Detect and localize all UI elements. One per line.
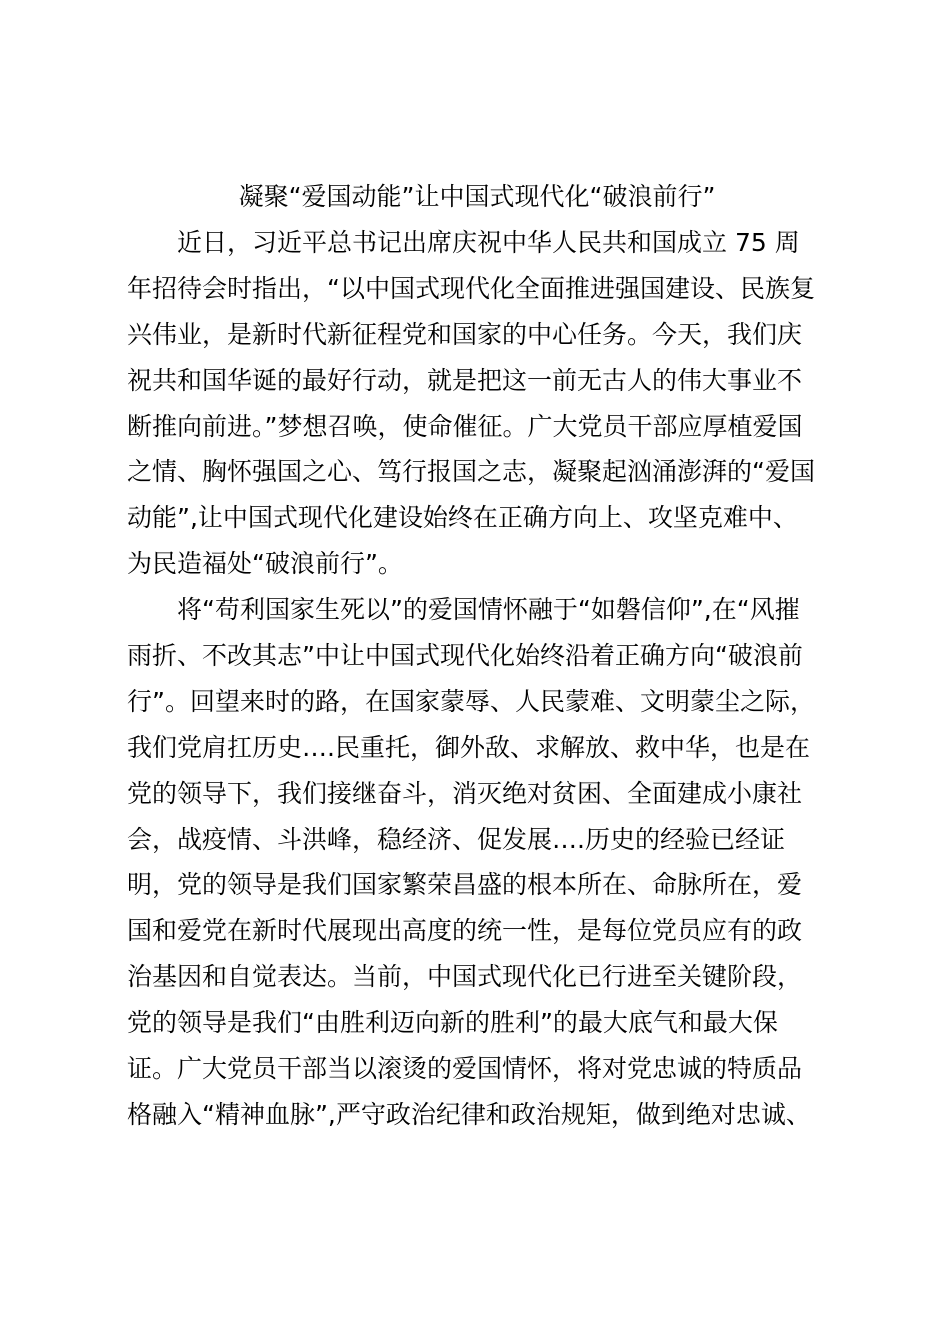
paragraph-1-line-4: 祝共和国华诞的最好行动，就是把这一前无古人的伟大事业不	[127, 365, 803, 395]
paragraph-1-line-2: 年招待会时指出，“以中国式现代化全面推进强国建设、民族复	[127, 273, 815, 303]
paragraph-2-line-12: 格融入“精神血脉”,严守政治纪律和政治规矩，做到绝对忠诚、	[127, 1099, 811, 1129]
document-body	[127, 220, 831, 1138]
paragraph-2-line-9: 治基因和自觉表达。当前，中国式现代化已行进至关键阶段，	[127, 962, 803, 992]
paragraph-1-line-8: 为民造福处“破浪前行”。	[127, 549, 403, 579]
document-title: 凝聚“爱国动能”让中国式现代化“破浪前行”	[238, 182, 716, 211]
paragraph-2-line-3: 行”。回望来时的路，在国家蒙辱、人民蒙难、文明蒙尘之际，	[127, 686, 815, 716]
paragraph-2-line-5: 党的领导下，我们接继奋斗，消灭绝对贫困、全面建成小康社	[127, 778, 803, 808]
paragraph-2-line-1: 将“苟利国家生死以”的爱国情怀融于“如磐信仰”,在“风摧	[177, 595, 800, 625]
paragraph-2-line-2: 雨折、不改其志”中让中国式现代化始终沿着正确方向“破浪前	[127, 641, 803, 671]
paragraph-1-line-3: 兴伟业，是新时代新征程党和国家的中心任务。今天，我们庆	[127, 319, 803, 349]
paragraph-1-line-7: 动能”,让中国式现代化建设始终在正确方向上、攻坚克难中、	[127, 503, 798, 533]
paragraph-1-line-6: 之情、胸怀强国之心、笃行报国之志，凝聚起汹涌澎湃的“爱国	[127, 457, 815, 487]
paragraph-2-line-6: 会，战疫情、斗洪峰，稳经济、促发展….历史的经验已经证	[127, 824, 785, 854]
paragraph-2-line-11: 证。广大党员干部当以滚烫的爱国情怀，将对党忠诚的特质品	[127, 1054, 803, 1084]
paragraph-2-line-4: 我们党肩扛历史….民重托，御外敌、求解放、救中华，也是在	[127, 732, 810, 762]
paragraph-2-line-8: 国和爱党在新时代展现出高度的统一性，是每位党员应有的政	[127, 916, 803, 946]
paragraph-1-line-1: 近日，习近平总书记出席庆祝中华人民共和国成立 75 周	[177, 228, 800, 257]
paragraph-2-line-7: 明，党的领导是我们国家繁荣昌盛的根本所在、命脉所在，爱	[127, 870, 803, 900]
paragraph-2-line-10: 党的领导是我们“由胜利迈向新的胜利”的最大底气和最大保	[127, 1008, 778, 1038]
paragraph-1-line-5: 断推向前进。”梦想召唤，使命催征。广大党员干部应厚植爱国	[127, 411, 803, 441]
